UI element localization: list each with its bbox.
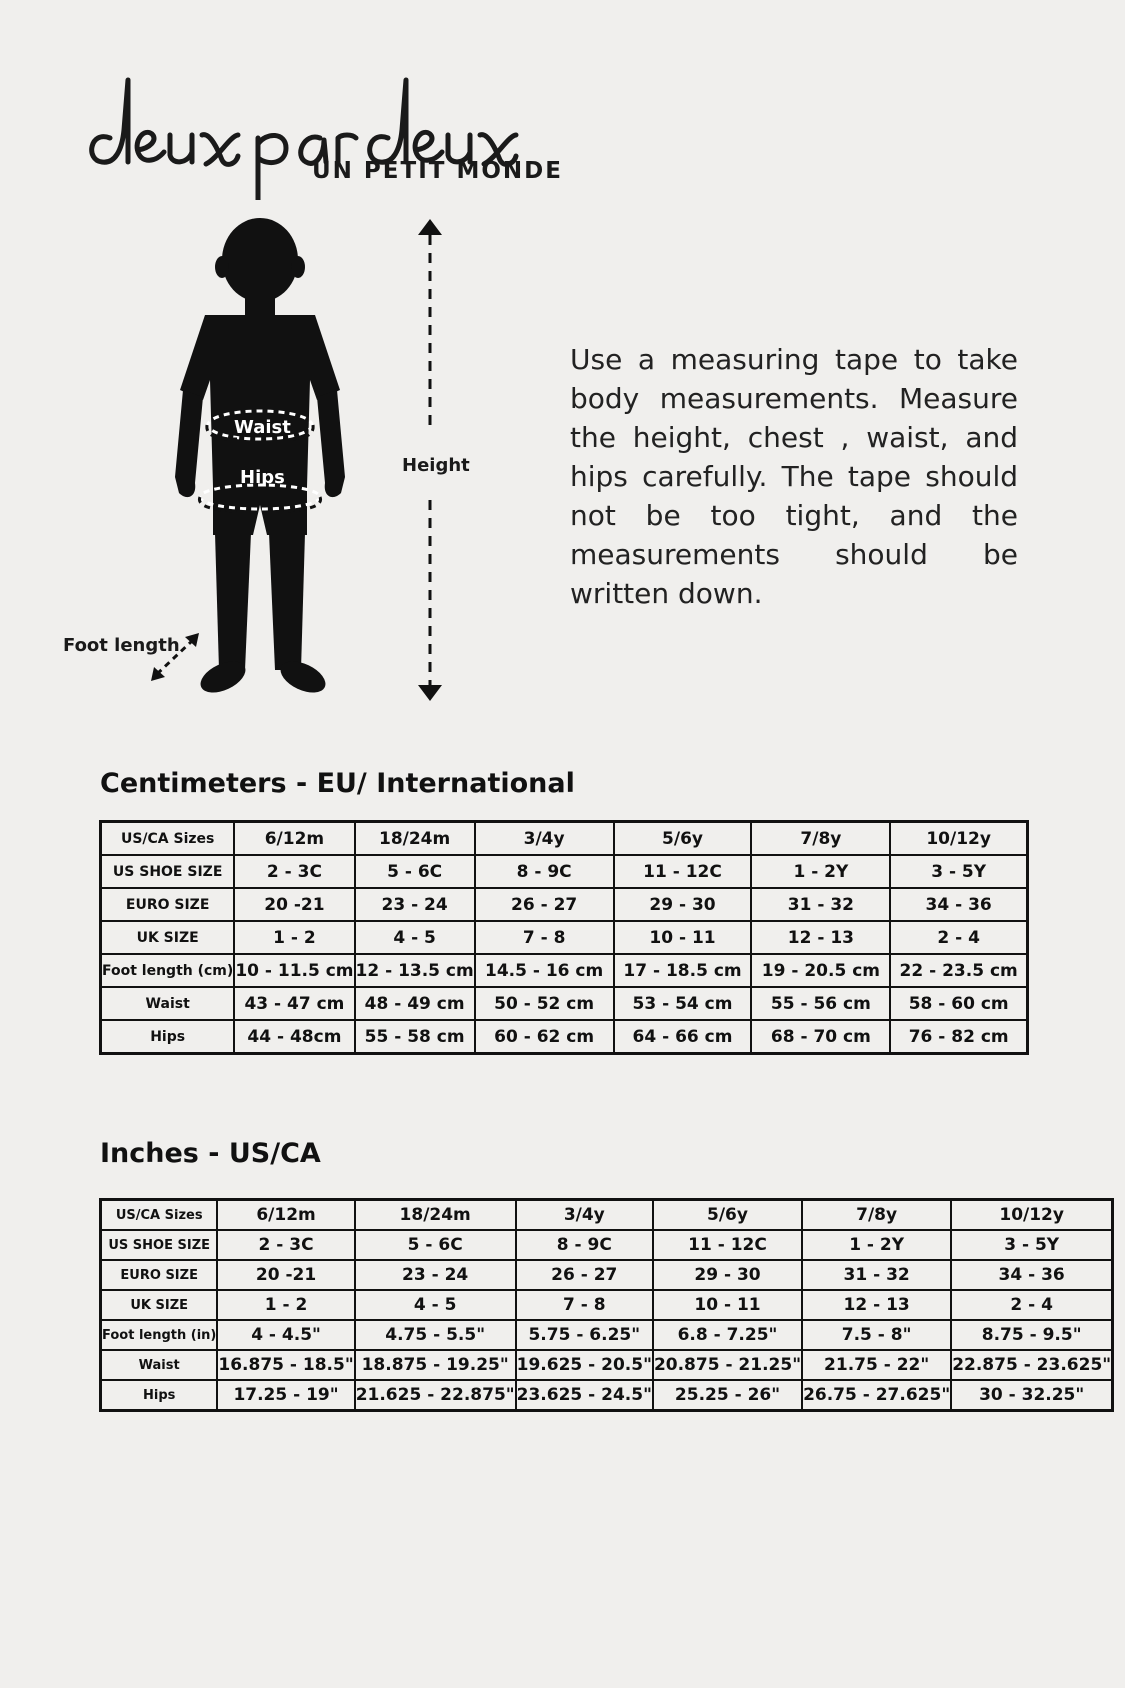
table-cell: 30 - 32.25": [951, 1380, 1112, 1411]
table-row: [101, 987, 1028, 1020]
table-cell: 6.8 - 7.25": [653, 1320, 802, 1350]
table-cell: 18.875 - 19.25": [355, 1350, 516, 1380]
table-row: [101, 1020, 1028, 1054]
table-cell: 50 - 52 cm: [475, 987, 614, 1020]
table-cell: 17 - 18.5 cm: [614, 954, 752, 987]
table-cell: 12 - 13: [751, 921, 890, 954]
table-cell: 26.75 - 27.625": [802, 1380, 951, 1411]
table-cell: 4 - 5: [355, 921, 475, 954]
row-header: EURO SIZE: [101, 888, 235, 921]
in-table-body: [101, 1200, 1113, 1411]
row-header: UK SIZE: [101, 1290, 218, 1320]
table-cell: 29 - 30: [653, 1260, 802, 1290]
table-cell: 26 - 27: [516, 1260, 653, 1290]
table-cell: 6/12m: [217, 1200, 354, 1231]
table-row: [101, 888, 1028, 921]
foot-length-label: Foot length: [63, 635, 180, 656]
table-row: [101, 954, 1028, 987]
table-row: [101, 1230, 1113, 1260]
table-cell: 7.5 - 8": [802, 1320, 951, 1350]
table-cell: 20 -21: [217, 1260, 354, 1290]
table-cell: 2 - 4: [951, 1290, 1112, 1320]
row-header: Foot length (cm): [101, 954, 235, 987]
table-cell: 7/8y: [751, 822, 890, 856]
table-cell: 7/8y: [802, 1200, 951, 1231]
table-cell: 55 - 58 cm: [355, 1020, 475, 1054]
table-cell: 1 - 2Y: [802, 1230, 951, 1260]
table-cell: 60 - 62 cm: [475, 1020, 614, 1054]
table-cell: 18/24m: [355, 1200, 516, 1231]
table-cell: 23.625 - 24.5": [516, 1380, 653, 1411]
height-label: Height: [402, 455, 470, 476]
table-cell: 1 - 2: [217, 1290, 354, 1320]
table-cell: 18/24m: [355, 822, 475, 856]
table-cell: 43 - 47 cm: [234, 987, 354, 1020]
row-header: US/CA Sizes: [101, 1200, 218, 1231]
table-cell: 34 - 36: [890, 888, 1027, 921]
table-cell: 12 - 13: [802, 1290, 951, 1320]
table-cell: 2 - 3C: [217, 1230, 354, 1260]
table-cell: 8.75 - 9.5": [951, 1320, 1112, 1350]
table-cell: 48 - 49 cm: [355, 987, 475, 1020]
table-cell: 5/6y: [653, 1200, 802, 1231]
table-row: [101, 1350, 1113, 1380]
table-cell: 10 - 11.5 cm: [234, 954, 354, 987]
table-cell: 17.25 - 19": [217, 1380, 354, 1411]
table-cell: 20.875 - 21.25": [653, 1350, 802, 1380]
table-cell: 53 - 54 cm: [614, 987, 752, 1020]
table-row: [101, 822, 1028, 856]
table-cell: 3/4y: [475, 822, 614, 856]
row-header: Hips: [101, 1380, 218, 1411]
table-cell: 5/6y: [614, 822, 752, 856]
row-header: Foot length (in): [101, 1320, 218, 1350]
table-cell: 2 - 3C: [234, 855, 354, 888]
cm-table-title: Centimeters - EU/ International: [100, 768, 575, 799]
row-header: UK SIZE: [101, 921, 235, 954]
table-cell: 31 - 32: [751, 888, 890, 921]
cm-size-table: [99, 820, 1029, 1055]
table-cell: 11 - 12C: [614, 855, 752, 888]
table-cell: 8 - 9C: [516, 1230, 653, 1260]
table-cell: 64 - 66 cm: [614, 1020, 752, 1054]
table-cell: 68 - 70 cm: [751, 1020, 890, 1054]
table-cell: 4.75 - 5.5": [355, 1320, 516, 1350]
table-cell: 44 - 48cm: [234, 1020, 354, 1054]
table-cell: 4 - 5: [355, 1290, 516, 1320]
table-cell: 20 -21: [234, 888, 354, 921]
table-row: [101, 1200, 1113, 1231]
table-cell: 29 - 30: [614, 888, 752, 921]
table-cell: 1 - 2: [234, 921, 354, 954]
table-cell: 22 - 23.5 cm: [890, 954, 1027, 987]
row-header: Waist: [101, 987, 235, 1020]
table-cell: 16.875 - 18.5": [217, 1350, 354, 1380]
table-cell: 10/12y: [951, 1200, 1112, 1231]
table-cell: 10/12y: [890, 822, 1027, 856]
row-header: US SHOE SIZE: [101, 1230, 218, 1260]
table-cell: 5 - 6C: [355, 855, 475, 888]
brand-subtitle: UN PETIT MONDE: [312, 158, 563, 184]
table-row: [101, 855, 1028, 888]
row-header: US/CA Sizes: [101, 822, 235, 856]
table-cell: 76 - 82 cm: [890, 1020, 1027, 1054]
table-cell: 7 - 8: [475, 921, 614, 954]
table-cell: 19 - 20.5 cm: [751, 954, 890, 987]
table-cell: 14.5 - 16 cm: [475, 954, 614, 987]
measuring-instructions: Use a measuring tape to take body measurements. Measure the height, chest , waist, and hips carefully. The tape should not be too tight, and the measurements should be written down.: [570, 343, 1018, 610]
table-cell: 10 - 11: [614, 921, 752, 954]
table-cell: 2 - 4: [890, 921, 1027, 954]
table-cell: 8 - 9C: [475, 855, 614, 888]
row-header: Hips: [101, 1020, 235, 1054]
table-cell: 21.75 - 22": [802, 1350, 951, 1380]
table-row: [101, 921, 1028, 954]
table-cell: 55 - 56 cm: [751, 987, 890, 1020]
table-row: [101, 1380, 1113, 1411]
table-cell: 11 - 12C: [653, 1230, 802, 1260]
table-row: [101, 1260, 1113, 1290]
table-cell: 23 - 24: [355, 1260, 516, 1290]
table-cell: 34 - 36: [951, 1260, 1112, 1290]
row-header: US SHOE SIZE: [101, 855, 235, 888]
hips-label: Hips: [240, 467, 285, 488]
table-cell: 10 - 11: [653, 1290, 802, 1320]
table-cell: 4 - 4.5": [217, 1320, 354, 1350]
table-cell: 22.875 - 23.625": [951, 1350, 1112, 1380]
table-cell: 26 - 27: [475, 888, 614, 921]
table-row: [101, 1290, 1113, 1320]
table-cell: 3/4y: [516, 1200, 653, 1231]
table-cell: 31 - 32: [802, 1260, 951, 1290]
table-cell: 3 - 5Y: [890, 855, 1027, 888]
table-cell: 23 - 24: [355, 888, 475, 921]
in-size-table: [99, 1198, 1114, 1412]
table-cell: 7 - 8: [516, 1290, 653, 1320]
cm-table-body: [101, 822, 1028, 1054]
table-cell: 58 - 60 cm: [890, 987, 1027, 1020]
table-cell: 5 - 6C: [355, 1230, 516, 1260]
table-cell: 25.25 - 26": [653, 1380, 802, 1411]
row-header: EURO SIZE: [101, 1260, 218, 1290]
row-header: Waist: [101, 1350, 218, 1380]
table-row: [101, 1320, 1113, 1350]
waist-label: Waist: [234, 417, 291, 438]
table-cell: 21.625 - 22.875": [355, 1380, 516, 1411]
table-cell: 1 - 2Y: [751, 855, 890, 888]
table-cell: 19.625 - 20.5": [516, 1350, 653, 1380]
table-cell: 3 - 5Y: [951, 1230, 1112, 1260]
table-cell: 5.75 - 6.25": [516, 1320, 653, 1350]
in-table-title: Inches - US/CA: [100, 1138, 321, 1169]
table-cell: 12 - 13.5 cm: [355, 954, 475, 987]
table-cell: 6/12m: [234, 822, 354, 856]
